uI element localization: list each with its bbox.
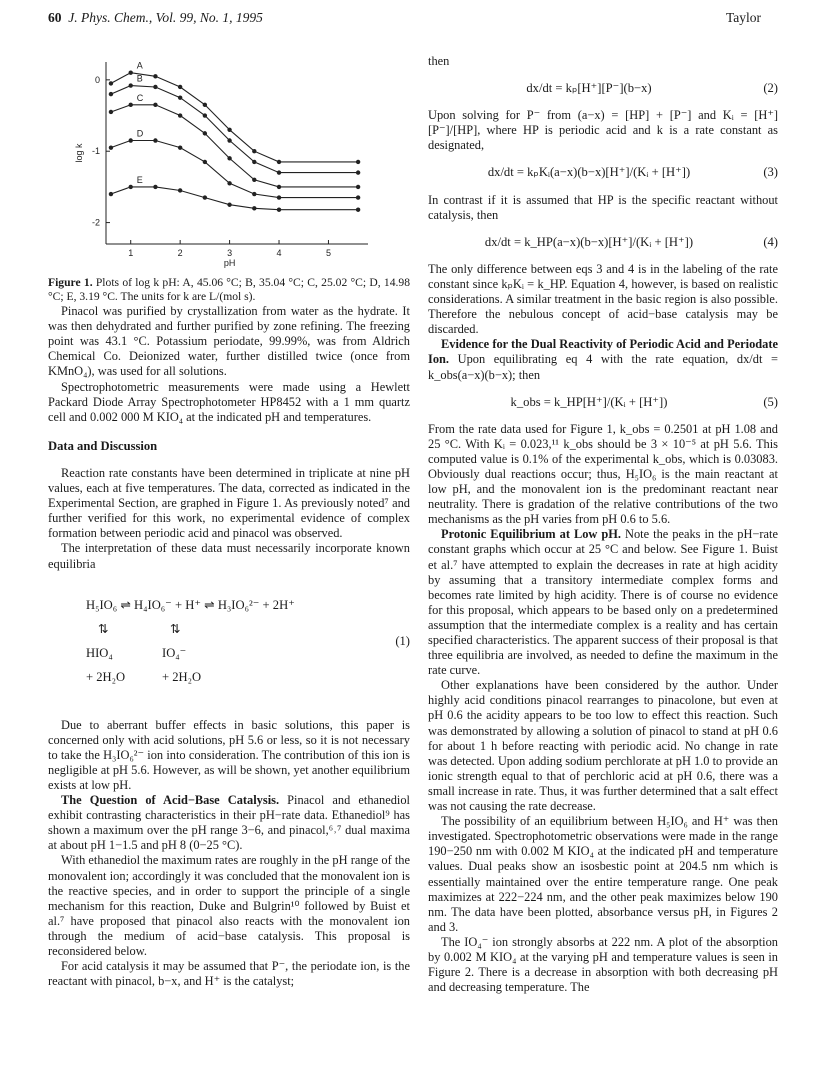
paragraph-catalysis bbox=[48, 793, 410, 853]
data-point-d bbox=[178, 145, 182, 149]
paragraph-other-explanations: Other explanations have been considered by the author. Under highly acid conditions pinacol rearranges to pinacolone, but even at pH 0.6 the acidity appears to be too low to effect this reaction. Such was demonstrated by allowing a solution of pinacol to stand at pH 0.6 for about 1 h before reacting with periodic acid. No change in rate was detected. Upon adding sodium perchlorate at pH 1.0 to provide an ionic strength equal to that of perchloric acid at pH 0.6, there was a small increase in rate. Thus, it was further determined that a salt effect was not causing the rate decrease. bbox=[428, 678, 778, 814]
y-axis-label: log k bbox=[74, 143, 84, 163]
data-point-a bbox=[178, 85, 182, 89]
journal-citation: J. Phys. Chem., Vol. 99, No. 1, 1995 bbox=[68, 10, 263, 25]
paragraph-protonic bbox=[428, 527, 778, 678]
data-point-c bbox=[129, 103, 133, 107]
equation-4 bbox=[428, 235, 778, 250]
figure-1-caption bbox=[48, 276, 410, 304]
figure-1 bbox=[48, 54, 410, 276]
caption-label: Figure 1. bbox=[48, 276, 93, 290]
figure-1-chart bbox=[48, 54, 410, 272]
data-point-b bbox=[277, 170, 281, 174]
page-header bbox=[0, 10, 823, 34]
scheme-water-2: + 2H₂O bbox=[162, 669, 202, 684]
data-point-d bbox=[277, 195, 281, 199]
series-line-b bbox=[111, 86, 358, 173]
data-point-d bbox=[153, 138, 157, 142]
data-point-d bbox=[227, 181, 231, 185]
data-point-b bbox=[178, 95, 182, 99]
data-point-c bbox=[109, 110, 113, 114]
caption-text: Plots of log k pH: A, 45.06 °C; B, 35.04 °C; C, 25.02 °C; D, 14.98 °C; E, 3.19 °C. The units for k are L/(mol s). bbox=[48, 276, 410, 304]
series-label-e: E bbox=[136, 174, 143, 185]
data-point-c bbox=[153, 103, 157, 107]
runin-protonic: Protonic Equilibrium at Low pH. bbox=[441, 527, 622, 542]
data-point-a bbox=[356, 160, 360, 164]
paragraph-contrast: In contrast if it is assumed that HP is the specific reactant without catalysis, then bbox=[428, 192, 778, 222]
data-point-c bbox=[356, 185, 360, 189]
data-point-a bbox=[227, 128, 231, 132]
data-point-d bbox=[129, 138, 133, 142]
paragraph-spectro: Spectrophotometric measurements were made using a Hewlett Packard Diode Array Spectrophotometer HP8452 with a 1 mm quartz cell and 0.002 000 M KIO₄ at the indicated pH and temperatures. bbox=[48, 379, 410, 424]
running-author: Taylor bbox=[725, 10, 761, 25]
runin-catalysis: The Question of Acid−Base Catalysis. bbox=[61, 793, 280, 808]
data-point-a bbox=[153, 74, 157, 78]
data-point-b bbox=[153, 85, 157, 89]
data-point-c bbox=[178, 113, 182, 117]
equation-number-1: (1) bbox=[395, 633, 410, 648]
equilibrium-scheme bbox=[48, 584, 410, 704]
equation-5 bbox=[428, 395, 778, 410]
dual-reactivity-text: Upon equilibrating eq 4 with the rate equation, dx/dt = k_obs(a−x)(b−x); then bbox=[428, 352, 778, 382]
data-point-e bbox=[109, 192, 113, 196]
y-tick-label: 0 bbox=[94, 74, 100, 85]
data-point-a bbox=[277, 160, 281, 164]
data-point-e bbox=[277, 208, 281, 212]
equation-3-body: dx/dt = kₚKᵢ(a−x)(b−x)[H⁺]/(Kᵢ + [H⁺]) bbox=[487, 165, 691, 180]
data-point-c bbox=[203, 131, 207, 135]
x-axis-label: pH bbox=[223, 258, 236, 268]
data-point-a bbox=[252, 149, 256, 153]
paragraph-dual-reactivity bbox=[428, 337, 778, 382]
data-point-a bbox=[129, 71, 133, 75]
data-point-c bbox=[227, 156, 231, 160]
data-point-c bbox=[277, 185, 281, 189]
paragraph-solving: Upon solving for P⁻ from (a−x) = [HP] + [P⁻] and Kᵢ = [H⁺][P⁻]/[HP], where HP is periodic acid and k is a rate constant as designated, bbox=[428, 108, 778, 153]
data-point-a bbox=[109, 81, 113, 85]
scheme-arrow-2: ⇅ bbox=[170, 621, 181, 636]
paragraph-io4-absorbs: The IO₄⁻ ion strongly absorbs at 222 nm. A plot of the absorption by 0.002 M KIO₄ at the varying pH and temperature values is seen in Figure 2. There is a decrease in absorption with both decreasing pH and decreasing temperature. The bbox=[428, 934, 778, 995]
scheme-arrow-1: ⇅ bbox=[98, 621, 109, 636]
data-point-d bbox=[252, 192, 256, 196]
series-label-b: B bbox=[136, 73, 143, 84]
series-label-d: D bbox=[136, 128, 144, 139]
equation-3-number: (3) bbox=[763, 165, 778, 180]
protonic-text: Note the peaks in the pH−rate constant graphs which occur at 25 °C and below. See Figure 1. Buist et al.⁷ have attempted to explain the decreases in rate at high acidity by assuming that a transitory intermediate complex forms and becomes rate limited by high acidity. There is of course no evidence for this proposal, which appears to be based only on a predetermined assumption that the intermediate complex is a reality and has certain specified characteristics. The apparent success of their proposal is that three equilibria are involved, as needed to define the maximum in the rate curve. bbox=[428, 527, 778, 678]
paragraph-then: then bbox=[428, 54, 450, 68]
data-point-e bbox=[356, 208, 360, 212]
data-point-d bbox=[356, 195, 360, 199]
left-column bbox=[48, 54, 410, 989]
data-point-b bbox=[129, 83, 133, 87]
equation-4-number: (4) bbox=[763, 234, 778, 249]
scheme-io4: IO₄⁻ bbox=[162, 645, 187, 660]
paragraph-acid-catalysis: For acid catalysis it may be assumed that P⁻, the periodate ion, is the reactant with pinacol, b−x, and H⁺ is the catalyst; bbox=[48, 959, 410, 989]
series-label-a: A bbox=[136, 60, 143, 71]
equation-4-body: dx/dt = k_HP(a−x)(b−x)[H⁺]/(Kᵢ + [H⁺]) bbox=[484, 234, 694, 249]
equation-3 bbox=[428, 165, 778, 180]
data-point-e bbox=[178, 188, 182, 192]
paragraph-difference: The only difference between eqs 3 and 4 is in the labeling of the rate constant since kₚKᵢ = k_HP. Equation 4, however, is based on realistic considerations. A similar treatment in the basic region is also possible. Therefore the nebulous concept of acid−base catalysis may be discarded. bbox=[428, 261, 778, 337]
paragraph-ethanediol: With ethanediol the maximum rates are roughly in the pH range of the monovalent ion; accordingly it was concluded that the monovalent ion is the reactive species, and in order to support the principle of a single mechanism for this reaction, Duke and Bulgrin¹⁰ followed by Buist et al.⁷ have proposed that pinacol also reacts with the monovalent ion through the medium of acid−base catalysis. This proposal is reconsidered below. bbox=[48, 853, 410, 958]
equation-5-body: k_obs = k_HP[H⁺]/(Kᵢ + [H⁺]) bbox=[510, 394, 668, 409]
section-heading: Data and Discussion bbox=[48, 438, 158, 453]
data-point-e bbox=[252, 206, 256, 210]
x-tick-label: 5 bbox=[325, 248, 331, 258]
data-point-e bbox=[203, 195, 207, 199]
page-number-and-journal bbox=[48, 10, 263, 26]
scheme-row-1: H₅IO₆ ⇌ H₄IO₆⁻ + H⁺ ⇌ H₃IO₆²⁻ + 2H⁺ bbox=[86, 597, 295, 612]
data-point-e bbox=[227, 203, 231, 207]
runin-dual-reactivity: Evidence for the Dual Reactivity of Periodic Acid and Periodate Ion. bbox=[428, 337, 778, 367]
series-label-c: C bbox=[136, 92, 144, 103]
data-point-e bbox=[153, 185, 157, 189]
paragraph-possibility: The possibility of an equilibrium between H₅IO₆ and H⁺ was then investigated. Spectrophotometric observations were made in the range 190−250 nm with 0.002 M KIO₄ at the indicated pH and temperature values. Dual peaks show an isosbestic point at 204.5 nm which is essentially maintained over the entire temperature range. One peak maximizes at 222−224 nm, and the other peak maximizes below 190 nm. The data have been plotted, absorbance versus pH, in Figures 2 and 3. bbox=[428, 814, 778, 934]
x-tick-label: 4 bbox=[276, 248, 282, 258]
paragraph-pinacol: Pinacol was purified by crystallization from water as the hydrate. It was then dehydrated and further purified by zone refining. The freezing point was 43.1 °C. Potassium periodate, 99.99%, was from Aldrich Chemical Co. Deionized water, further distilled twice (once from KMnO₄), was used for all solutions. bbox=[48, 304, 410, 379]
y-tick-label: -2 bbox=[91, 217, 100, 228]
series-line-c bbox=[111, 105, 358, 187]
right-column bbox=[428, 54, 778, 995]
x-tick-label: 2 bbox=[177, 248, 183, 258]
data-point-a bbox=[203, 103, 207, 107]
scheme-hio4: HIO₄ bbox=[86, 645, 113, 660]
paragraph-aberrant: Due to aberrant buffer effects in basic solutions, this paper is concerned only with acid solutions, pH 5.6 or less, so it is not necessary to take the H₃IO₆²⁻ ion into consideration. The contribution of this ion is negligible at pH 5.6. However, as will be shown, yet another equilibrium exists at low pH. bbox=[48, 717, 410, 792]
paragraph-rate-data: From the rate data used for Figure 1, k_obs = 0.2501 at pH 1.08 and 25 °C. With Kᵢ = 0.023,¹¹ k_obs should be 3 × 10⁻⁵ at pH 5.6. This computed value is 0.1% of the experimental k_obs, which is 0.03083. Obviously dual reactions occur; thus, H₅IO₆ is the main reactant at low pH, and the monovalent ion is the predominant reactant near neutrality. There is gradation of the relative contributions of the two mechanisms as the pH varies from pH 0.6 to 5.6. bbox=[428, 421, 778, 527]
data-point-b bbox=[252, 160, 256, 164]
x-tick-label: 3 bbox=[227, 248, 233, 258]
data-point-c bbox=[252, 178, 256, 182]
series-line-d bbox=[111, 141, 358, 198]
catalysis-text: Pinacol and ethanediol exhibit contrasting characteristics in their pH−rate data. Ethanediol⁹ has shown a maximum over the pH range 3−6, and pinacol,⁶˒⁷ dual maxima at about pH 1−1.5 and pH 8 (0−25 °C). bbox=[48, 793, 410, 853]
data-point-b bbox=[109, 92, 113, 96]
data-point-b bbox=[356, 170, 360, 174]
scheme-water-1: + 2H₂O bbox=[86, 669, 126, 684]
data-point-e bbox=[129, 185, 133, 189]
series-line-e bbox=[111, 187, 358, 210]
paragraph-equilibria: The interpretation of these data must necessarily incorporate known equilibria bbox=[48, 541, 410, 571]
data-point-d bbox=[109, 145, 113, 149]
data-point-b bbox=[227, 138, 231, 142]
equation-2 bbox=[428, 81, 778, 96]
equation-5-number: (5) bbox=[763, 394, 778, 409]
y-tick-label: -1 bbox=[91, 146, 100, 157]
page-number: 60 bbox=[48, 10, 62, 25]
equation-2-number: (2) bbox=[763, 81, 778, 96]
x-tick-label: 1 bbox=[128, 248, 134, 258]
paragraph-rates: Reaction rate constants have been determined in triplicate at nine pH values, each at five temperatures. The data, corrected as indicated in the Experimental Section, are graphed in Figure 1. As previously noted⁷ and further verified for this work, no experimental evidence of complex formation between periodic acid and pinacol was observed. bbox=[48, 465, 410, 541]
equation-2-body: dx/dt = kₚ[H⁺][P⁻](b−x) bbox=[526, 81, 652, 96]
data-point-d bbox=[203, 160, 207, 164]
data-point-b bbox=[203, 113, 207, 117]
